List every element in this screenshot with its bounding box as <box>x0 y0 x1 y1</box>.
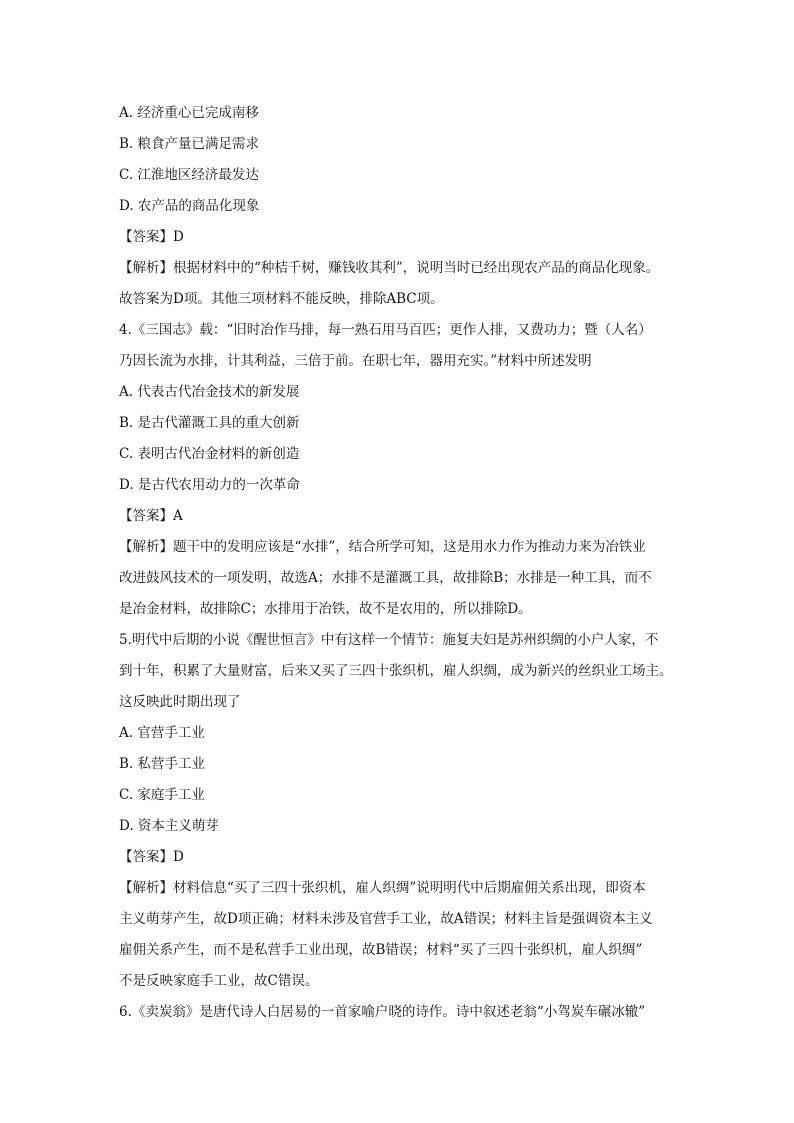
q4-option-c: C. 表明古代冶金材料的新创造 <box>119 446 300 462</box>
q4-stem-line-2: 乃因长流为水排，计其利益，三倍于前。在职七年，器用充实。”材料中所述发明 <box>119 353 592 369</box>
q4-analysis-line-1: 【解析】题干中的发明应该是“水排”，结合所学可知，这是用水力作为推动力来为冶铁业 <box>119 539 646 555</box>
q5-stem-line-1: 5.明代中后期的小说《醒世恒言》中有这样一个情节：施复夫妇是苏州织绸的小户人家，不 <box>119 632 659 648</box>
q4-analysis-line-2: 改进鼓风技术的一项发明，故选A；水排不是灌溉工具，故排除B；水排是一种工具，而不 <box>119 570 652 586</box>
q4-stem-line-1: 4.《三国志》载：“旧时冶作马排，每一熟石用马百匹；更作人排，又费功力；暨（人名） <box>119 322 652 338</box>
q3-analysis-line-2: 故答案为D项。其他三项材料不能反映，排除ABC项。 <box>119 291 444 307</box>
q5-stem-line-3: 这反映此时期出现了 <box>119 694 241 710</box>
q3-option-d: D. 农产品的商品化现象 <box>119 198 260 214</box>
q5-analysis-line-3: 雇佣关系产生，而不是私营手工业出现，故B错误；材料“买了三四十张织机，雇人织绸” <box>119 942 643 958</box>
q4-analysis-line-3: 是冶金材料，故排除C；水排用于冶铁，故不是农用的，所以排除D。 <box>119 601 532 617</box>
q3-analysis-line-1: 【解析】根据材料中的“种桔千树，赚钱收其利”，说明当时已经出现农产品的商品化现象。 <box>119 260 660 276</box>
q4-option-d: D. 是古代农用动力的一次革命 <box>119 477 300 493</box>
q5-option-a: A. 官营手工业 <box>119 725 205 741</box>
q5-option-c: C. 家庭手工业 <box>119 787 205 803</box>
q5-option-d: D. 资本主义萌芽 <box>119 818 219 834</box>
q5-analysis-line-2: 主义萌芽产生，故D项正确；材料未涉及官营手工业，故A错误；材料主旨是强调资本主义 <box>119 911 653 927</box>
q3-option-b: B. 粮食产量已满足需求 <box>119 136 260 152</box>
q4-answer: 【答案】A <box>119 508 183 524</box>
q4-option-a: A. 代表古代冶金技术的新发展 <box>119 384 300 400</box>
q3-answer: 【答案】D <box>119 229 184 245</box>
q5-option-b: B. 私营手工业 <box>119 756 206 772</box>
q5-stem-line-2: 到十年，积累了大量财富，后来又买了三四十张织机，雇人织绸，成为新兴的丝织业工场主。 <box>119 663 673 679</box>
q5-answer: 【答案】D <box>119 849 184 865</box>
q3-option-c: C. 江淮地区经济最发达 <box>119 167 259 183</box>
q5-analysis-line-1: 【解析】材料信息“买了三四十张织机，雇人织绸”说明明代中后期雇佣关系出现，即资本 <box>119 880 646 896</box>
q4-option-b: B. 是古代灌溉工具的重大创新 <box>119 415 300 431</box>
q3-option-a: A. 经济重心已完成南移 <box>119 105 259 121</box>
q6-stem-line-1: 6.《卖炭翁》是唐代诗人白居易的一首家喻户晓的诗作。诗中叙述老翁“小驾炭车碾冰辙” <box>119 1004 646 1020</box>
q5-analysis-line-4: 不是反映家庭手工业，故C错误。 <box>119 973 319 989</box>
